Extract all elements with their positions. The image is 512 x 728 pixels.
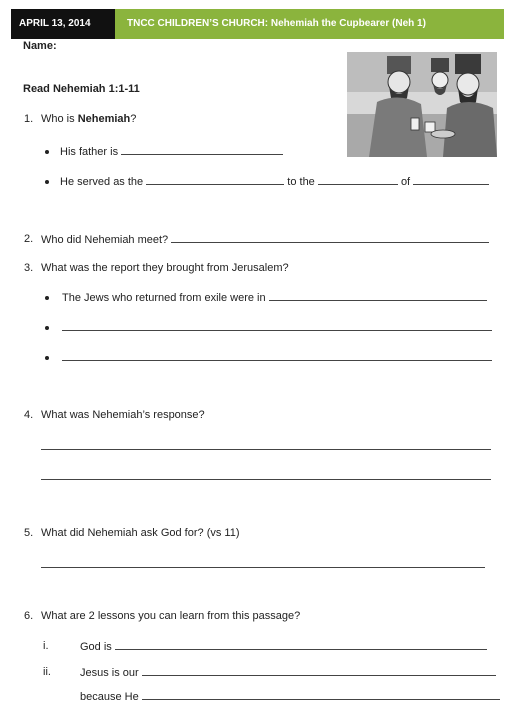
q1-text-pre: Who is xyxy=(41,113,78,125)
q2-line xyxy=(41,233,489,246)
q6-i-number: i. xyxy=(43,640,49,652)
q6-ii-line xyxy=(80,666,496,679)
answer-line[interactable] xyxy=(41,567,485,568)
worksheet-title: TNCC CHILDREN’S CHURCH: Nehemiah the Cupbearer (Neh 1) xyxy=(115,9,504,39)
reading-label: Read Nehemiah 1:1-11 xyxy=(23,83,140,95)
q1-bullet2 xyxy=(60,175,489,188)
q2-text: Who did Nehemiah meet? xyxy=(41,234,169,246)
q1-b2-a: He served as the xyxy=(60,176,144,188)
answer-line[interactable] xyxy=(62,360,492,361)
answer-line[interactable] xyxy=(62,330,492,331)
bullet-dot xyxy=(45,296,49,300)
q3-bullet1 xyxy=(62,291,487,304)
q1-b2-b: to the xyxy=(287,176,315,188)
q1-b1-label: His father is xyxy=(60,146,119,158)
q6-ii-cont-line xyxy=(80,690,500,703)
answer-blank[interactable] xyxy=(318,175,398,185)
sketch-illustration xyxy=(347,52,497,157)
name-label: Name: xyxy=(23,40,57,52)
q1-text-bold: Nehemiah xyxy=(77,113,131,125)
answer-blank[interactable] xyxy=(413,175,489,185)
answer-blank[interactable] xyxy=(115,640,487,650)
q6-i-line xyxy=(80,640,487,653)
bullet-dot xyxy=(45,180,49,184)
q1-b2-c: of xyxy=(400,176,411,188)
q6-number: 6. xyxy=(24,610,34,622)
q4-number: 4. xyxy=(24,409,34,421)
q1-text xyxy=(41,113,136,125)
sketch-men-feasting-icon xyxy=(347,52,497,157)
q1-bullet1 xyxy=(60,145,283,158)
q6-i-text: God is xyxy=(80,641,112,653)
q4-text: What was Nehemiah’s response? xyxy=(41,409,205,421)
q3-b1-label: The Jews who returned from exile were in xyxy=(62,292,266,304)
q2-number: 2. xyxy=(24,233,34,245)
answer-blank[interactable] xyxy=(121,145,283,155)
answer-line[interactable] xyxy=(41,479,491,480)
bullet-dot xyxy=(45,356,49,360)
header-bar xyxy=(11,9,504,39)
date-label: APRIL 13, 2014 xyxy=(11,9,115,39)
q5-number: 5. xyxy=(24,527,34,539)
answer-blank[interactable] xyxy=(142,690,500,700)
q6-text: What are 2 lessons you can learn from this passage? xyxy=(41,610,301,622)
answer-blank[interactable] xyxy=(269,291,487,301)
q1-number: 1. xyxy=(24,113,34,125)
answer-line[interactable] xyxy=(41,449,491,450)
q5-text: What did Nehemiah ask God for? (vs 11) xyxy=(41,527,240,539)
bullet-dot xyxy=(45,326,49,330)
q1-text-post: ? xyxy=(130,113,137,125)
bullet-dot xyxy=(45,150,49,154)
answer-blank[interactable] xyxy=(171,233,489,243)
answer-blank[interactable] xyxy=(146,175,284,185)
q6-ii-number: ii. xyxy=(43,666,51,678)
q6-ii-text: Jesus is our xyxy=(80,667,139,679)
q3-text: What was the report they brought from Jerusalem? xyxy=(41,262,289,274)
q3-number: 3. xyxy=(24,262,34,274)
q6-ii-cont: because He xyxy=(80,691,139,703)
answer-blank[interactable] xyxy=(142,666,496,676)
